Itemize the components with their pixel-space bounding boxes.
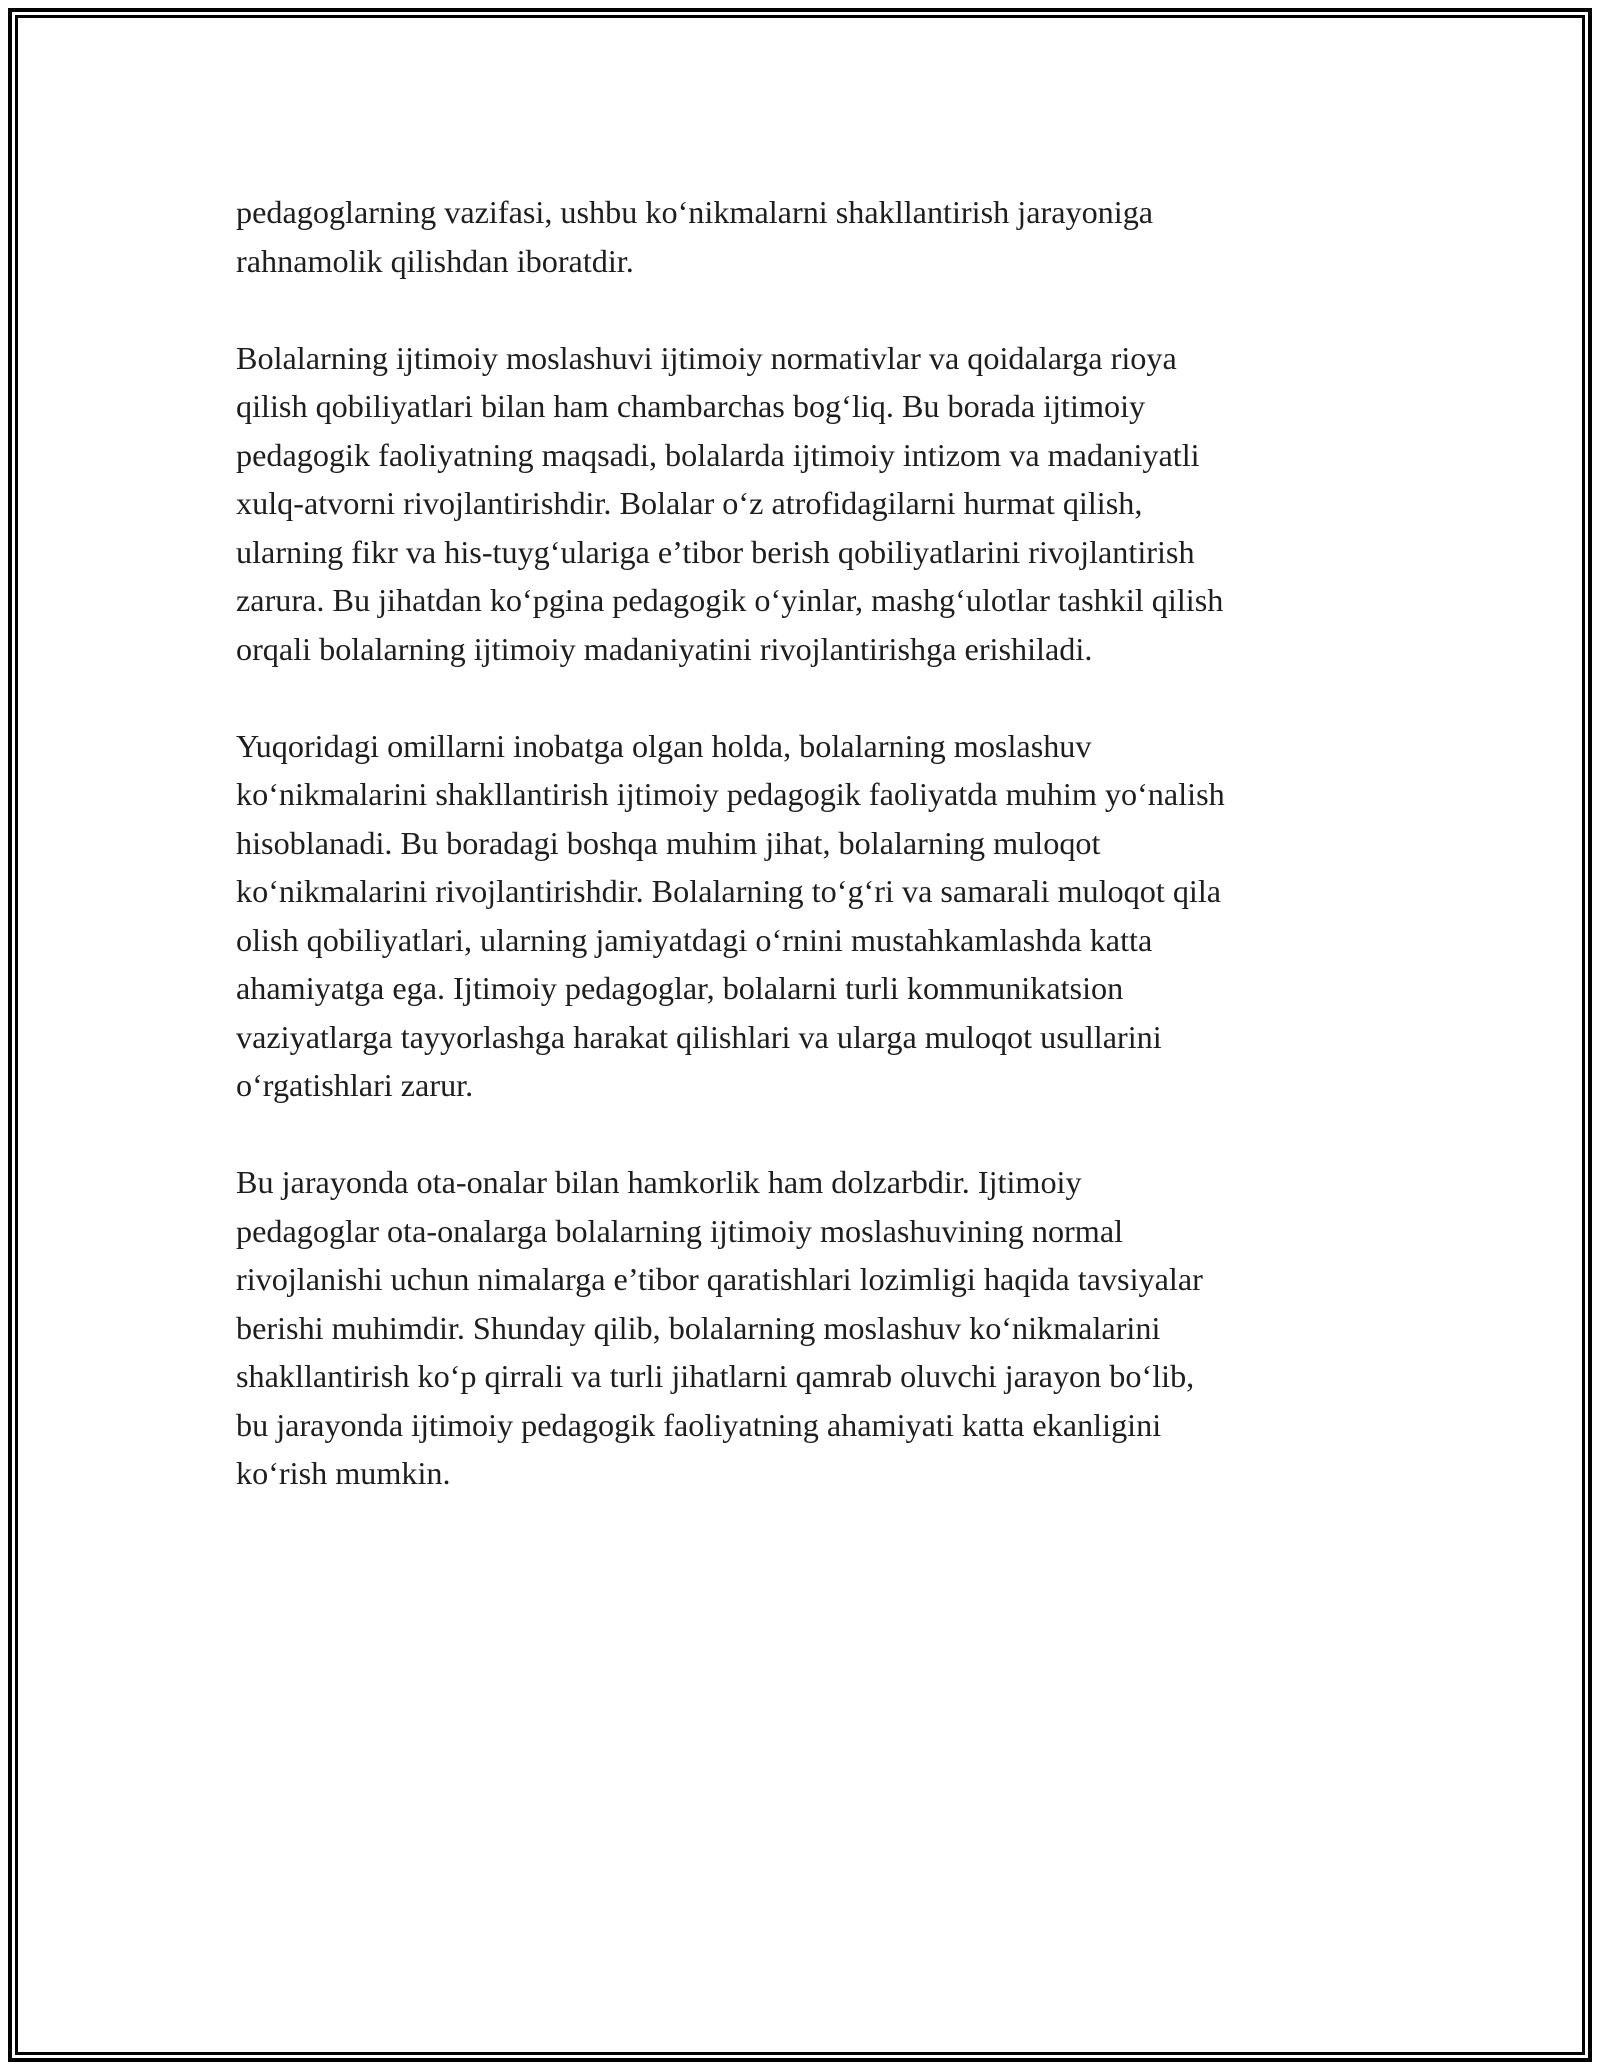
text-line: ko‘nikmalarini rivojlantirishdir. Bolalarning to‘g‘ri va samarali muloqot qila bbox=[236, 873, 1222, 909]
document-body bbox=[236, 188, 1386, 1546]
text-line: pedagogik faoliyatning maqsadi, bolalarda ijtimoiy intizom va madaniyatli bbox=[236, 436, 1200, 473]
text-line: berishi muhimdir. Shunday qilib, bolalarning moslashuv ko‘nikmalarini bbox=[236, 1309, 1161, 1346]
text-line: orqali bolalarning ijtimoiy madaniyatini rivojlantirishga erishiladi. bbox=[236, 630, 1093, 667]
text-line: hisoblanadi. Bu boradagi boshqa muhim jihat, bolalarning muloqot bbox=[236, 824, 1101, 861]
text-line: ahamiyatga ega. Ijtimoiy pedagoglar, bolalarni turli kommunikatsion bbox=[236, 970, 1124, 1006]
text-line: Yuqoridagi omillarni inobatga olgan holda, bolalarning moslashuv bbox=[236, 727, 1092, 764]
text-line: rivojlanishi uchun nimalarga e’tibor qaratishlari lozimligi haqida tavsiyalar bbox=[236, 1261, 1203, 1297]
text-line: pedagoglarning vazifasi, ushbu ko‘nikmalarni shakllantirish jarayoniga bbox=[236, 194, 1154, 230]
paragraph-1 bbox=[236, 188, 1386, 285]
paragraph-2 bbox=[236, 334, 1386, 674]
text-line: olish qobiliyatlari, ularning jamiyatdagi o‘rnini mustahkamlashda katta bbox=[236, 921, 1153, 958]
text-line: o‘rgatishlari zarur. bbox=[236, 1067, 474, 1103]
text-line: ko‘rish mumkin. bbox=[236, 1455, 451, 1491]
text-line: ularning fikr va his-tuyg‘ulariga e’tibor berish qobiliyatlarini rivojlantirish bbox=[236, 533, 1195, 570]
text-line: vaziyatlarga tayyorlashga harakat qilishlari va ularga muloqot usullarini bbox=[236, 1018, 1162, 1055]
text-line: shakllantirish ko‘p qirrali va turli jihatlarni qamrab oluvchi jarayon bo‘lib, bbox=[236, 1358, 1195, 1394]
paragraph-4 bbox=[236, 1158, 1386, 1498]
text-line: ko‘nikmalarini shakllantirish ijtimoiy pedagogik faoliyatda muhim yo‘nalish bbox=[236, 776, 1225, 812]
text-line: xulq-atvorni rivojlantirishdir. Bolalar o‘z atrofidagilarni hurmat qilish, bbox=[236, 485, 1143, 521]
text-line: pedagoglar ota-onalarga bolalarning ijtimoiy moslashuvining normal bbox=[236, 1212, 1124, 1249]
text-line: rahnamolik qilishdan iboratdir. bbox=[236, 242, 634, 279]
text-line: Bolalarning ijtimoiy moslashuvi ijtimoiy normativlar va qoidalarga rioya bbox=[236, 339, 1177, 376]
text-line: bu jarayonda ijtimoiy pedagogik faoliyatning ahamiyati katta ekanligini bbox=[236, 1406, 1162, 1443]
paragraph-3 bbox=[236, 722, 1386, 1110]
text-line: qilish qobiliyatlari bilan ham chambarchas bog‘liq. Bu borada ijtimoiy bbox=[236, 388, 1146, 424]
text-line: Bu jarayonda ota-onalar bilan hamkorlik ham dolzarbdir. Ijtimoiy bbox=[236, 1164, 1082, 1200]
text-line: zarura. Bu jihatdan ko‘pgina pedagogik o‘yinlar, mashg‘ulotlar tashkil qilish bbox=[236, 582, 1224, 618]
